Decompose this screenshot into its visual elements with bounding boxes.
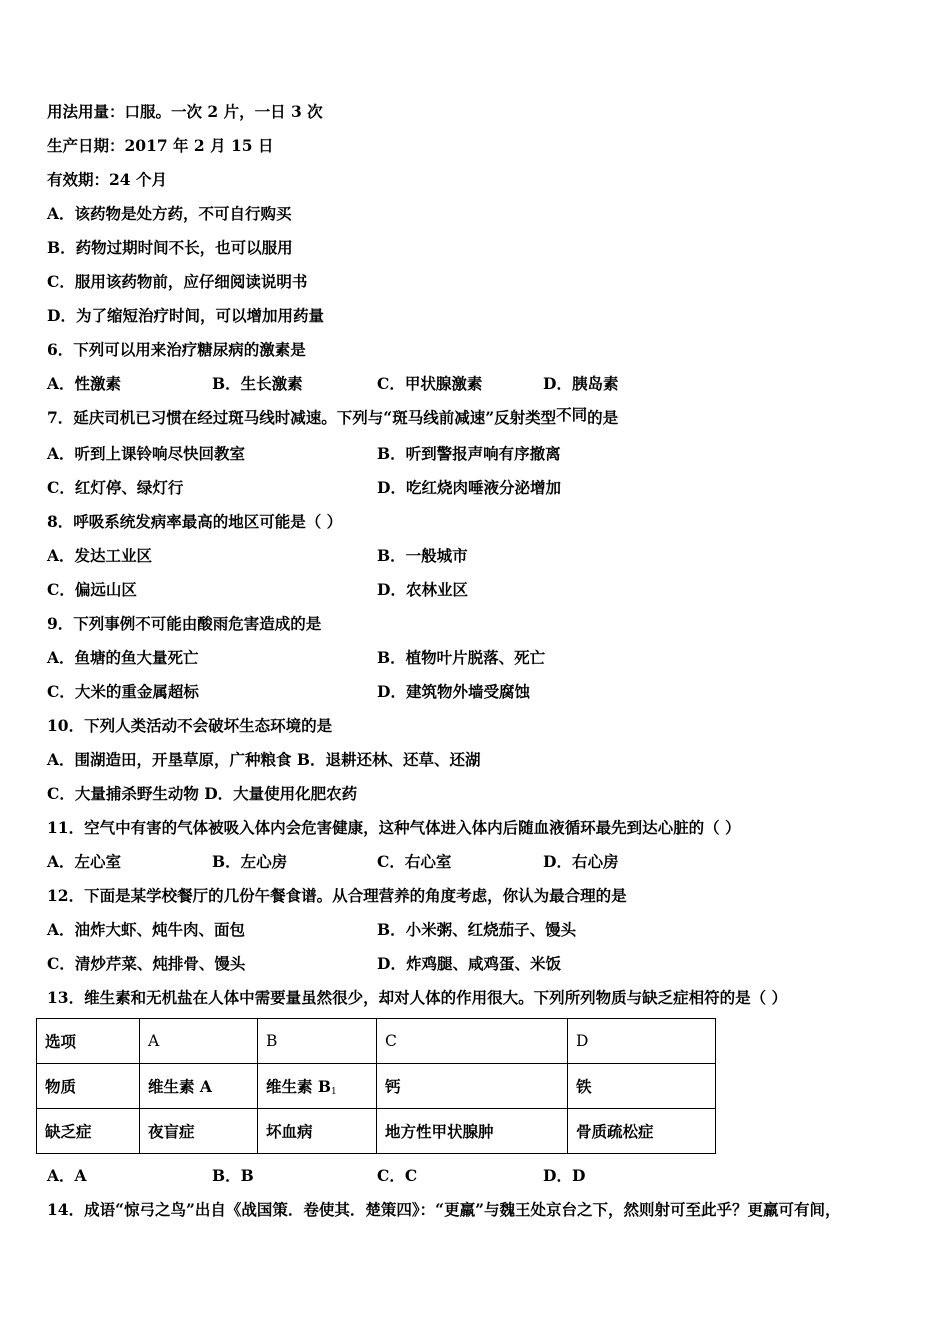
table-row (37, 1064, 716, 1109)
table-cell: C (377, 1019, 568, 1064)
q11-option-c[interactable]: C．右心室 (377, 852, 452, 871)
q8-option-d[interactable]: D．农林业区 (377, 580, 468, 599)
q8-stem: 8．呼吸系统发病率最高的地区可能是（ ） (47, 512, 343, 531)
table-row (37, 1019, 716, 1064)
table-cell: 铁 (568, 1064, 716, 1109)
q8-option-c[interactable]: C．偏远山区 (47, 580, 137, 599)
q6-option-c[interactable]: C．甲状腺激素 (377, 374, 483, 393)
table-cell: 坏血病 (258, 1109, 377, 1154)
q8-option-b[interactable]: B．一般城市 (377, 546, 468, 565)
q10-stem: 10．下列人类活动不会破坏生态环境的是 (47, 716, 333, 735)
validity-line: 有效期：24 个月 (47, 170, 167, 189)
q9-stem: 9．下列事例不可能由酸雨危害造成的是 (47, 614, 322, 633)
q14-stem: 14．成语“惊弓之鸟”出自《战国策．卷使其．楚策四》：“更羸”与魏王处京台之下，然则射可至此乎？更羸可有间， (47, 1200, 841, 1219)
q13-option-c[interactable]: C．C (377, 1166, 418, 1185)
table-cell: 地方性甲状腺肿 (377, 1109, 568, 1154)
q10-options-line1[interactable]: A．围湖造田，开垦草原，广种粮食 B．退耕还林、还草、还湖 (47, 750, 481, 769)
q10-options-line2[interactable]: C．大量捕杀野生动物 D．大量使用化肥农药 (47, 784, 358, 803)
q7-stem-emphasis: 不同 (556, 405, 588, 424)
table-cell: 物质 (37, 1064, 140, 1109)
q9-option-c[interactable]: C．大米的重金属超标 (47, 682, 199, 701)
table-cell: D (568, 1019, 716, 1064)
q9-option-b[interactable]: B．植物叶片脱落、死亡 (377, 648, 546, 667)
q6-stem: 6．下列可以用来治疗糖尿病的激素是 (47, 340, 306, 359)
q13-stem: 13．维生素和无机盐在人体中需要量虽然很少，却对人体的作用很大。下列所列物质与缺乏症相符的是（ ） (47, 988, 787, 1007)
table-cell: 骨质疏松症 (568, 1109, 716, 1154)
q13-option-b[interactable]: B．B (212, 1166, 254, 1185)
q13-option-d[interactable]: D．D (543, 1166, 586, 1185)
q9-option-a[interactable]: A．鱼塘的鱼大量死亡 (47, 648, 199, 667)
cell-text: 维生素 B (266, 1077, 331, 1096)
table-row (37, 1109, 716, 1154)
q12-stem: 12．下面是某学校餐厅的几份午餐食谱。从合理营养的角度考虑，你认为最合理的是 (47, 886, 627, 905)
table-cell (258, 1064, 377, 1109)
subscript: 1 (331, 1087, 337, 1097)
q12-option-c[interactable]: C．清炒芹菜、炖排骨、馒头 (47, 954, 246, 973)
q5-option-b[interactable]: B．药物过期时间不长，也可以服用 (47, 238, 293, 257)
usage-dosage-line: 用法用量：口服。一次 2 片，一日 3 次 (47, 102, 323, 121)
q6-option-d[interactable]: D．胰岛素 (543, 374, 619, 393)
table-cell: 钙 (377, 1064, 568, 1109)
q7-option-b[interactable]: B．听到警报声响有序撤离 (377, 444, 561, 463)
q6-option-a[interactable]: A．性激素 (47, 374, 122, 393)
q7-stem-part1: 7．延庆司机已习惯在经过斑马线时减速。下列与“斑马线前减速”反射类型 (47, 408, 557, 427)
q7-option-a[interactable]: A．听到上课铃响尽快回教室 (47, 444, 246, 463)
q12-option-a[interactable]: A．油炸大虾、炖牛肉、面包 (47, 920, 246, 939)
table-cell: 夜盲症 (140, 1109, 258, 1154)
q5-option-d[interactable]: D．为了缩短治疗时间，可以增加用药量 (47, 306, 324, 325)
q7-stem-part3: 的是 (587, 408, 619, 427)
q8-option-a[interactable]: A．发达工业区 (47, 546, 153, 565)
q11-option-b[interactable]: B．左心房 (212, 852, 288, 871)
q11-option-a[interactable]: A．左心室 (47, 852, 122, 871)
q6-option-b[interactable]: B．生长激素 (212, 374, 303, 393)
q12-option-d[interactable]: D．炸鸡腿、咸鸡蛋、米饭 (377, 954, 561, 973)
table-cell: A (140, 1019, 258, 1064)
q5-option-c[interactable]: C．服用该药物前，应仔细阅读说明书 (47, 272, 308, 291)
q13-option-a[interactable]: A．A (47, 1166, 87, 1185)
table-cell: 缺乏症 (37, 1109, 140, 1154)
table-cell: B (258, 1019, 377, 1064)
q5-option-a[interactable]: A．该药物是处方药，不可自行购买 (47, 204, 292, 223)
q11-stem: 11．空气中有害的气体被吸入体内会危害健康，这种气体进入体内后随血液循环最先到达心脏的（ ） (47, 818, 741, 837)
q13-table (36, 1018, 716, 1154)
table-cell: 维生素 A (140, 1064, 258, 1109)
q7-option-d[interactable]: D．吃红烧肉唾液分泌增加 (377, 478, 561, 497)
production-date-line: 生产日期：2017 年 2 月 15 日 (47, 136, 274, 155)
q7-stem (47, 405, 619, 428)
q12-option-b[interactable]: B．小米粥、红烧茄子、馒头 (377, 920, 577, 939)
q9-option-d[interactable]: D．建筑物外墙受腐蚀 (377, 682, 530, 701)
table-cell: 选项 (37, 1019, 140, 1064)
q11-option-d[interactable]: D．右心房 (543, 852, 619, 871)
q7-option-c[interactable]: C．红灯停、绿灯行 (47, 478, 184, 497)
